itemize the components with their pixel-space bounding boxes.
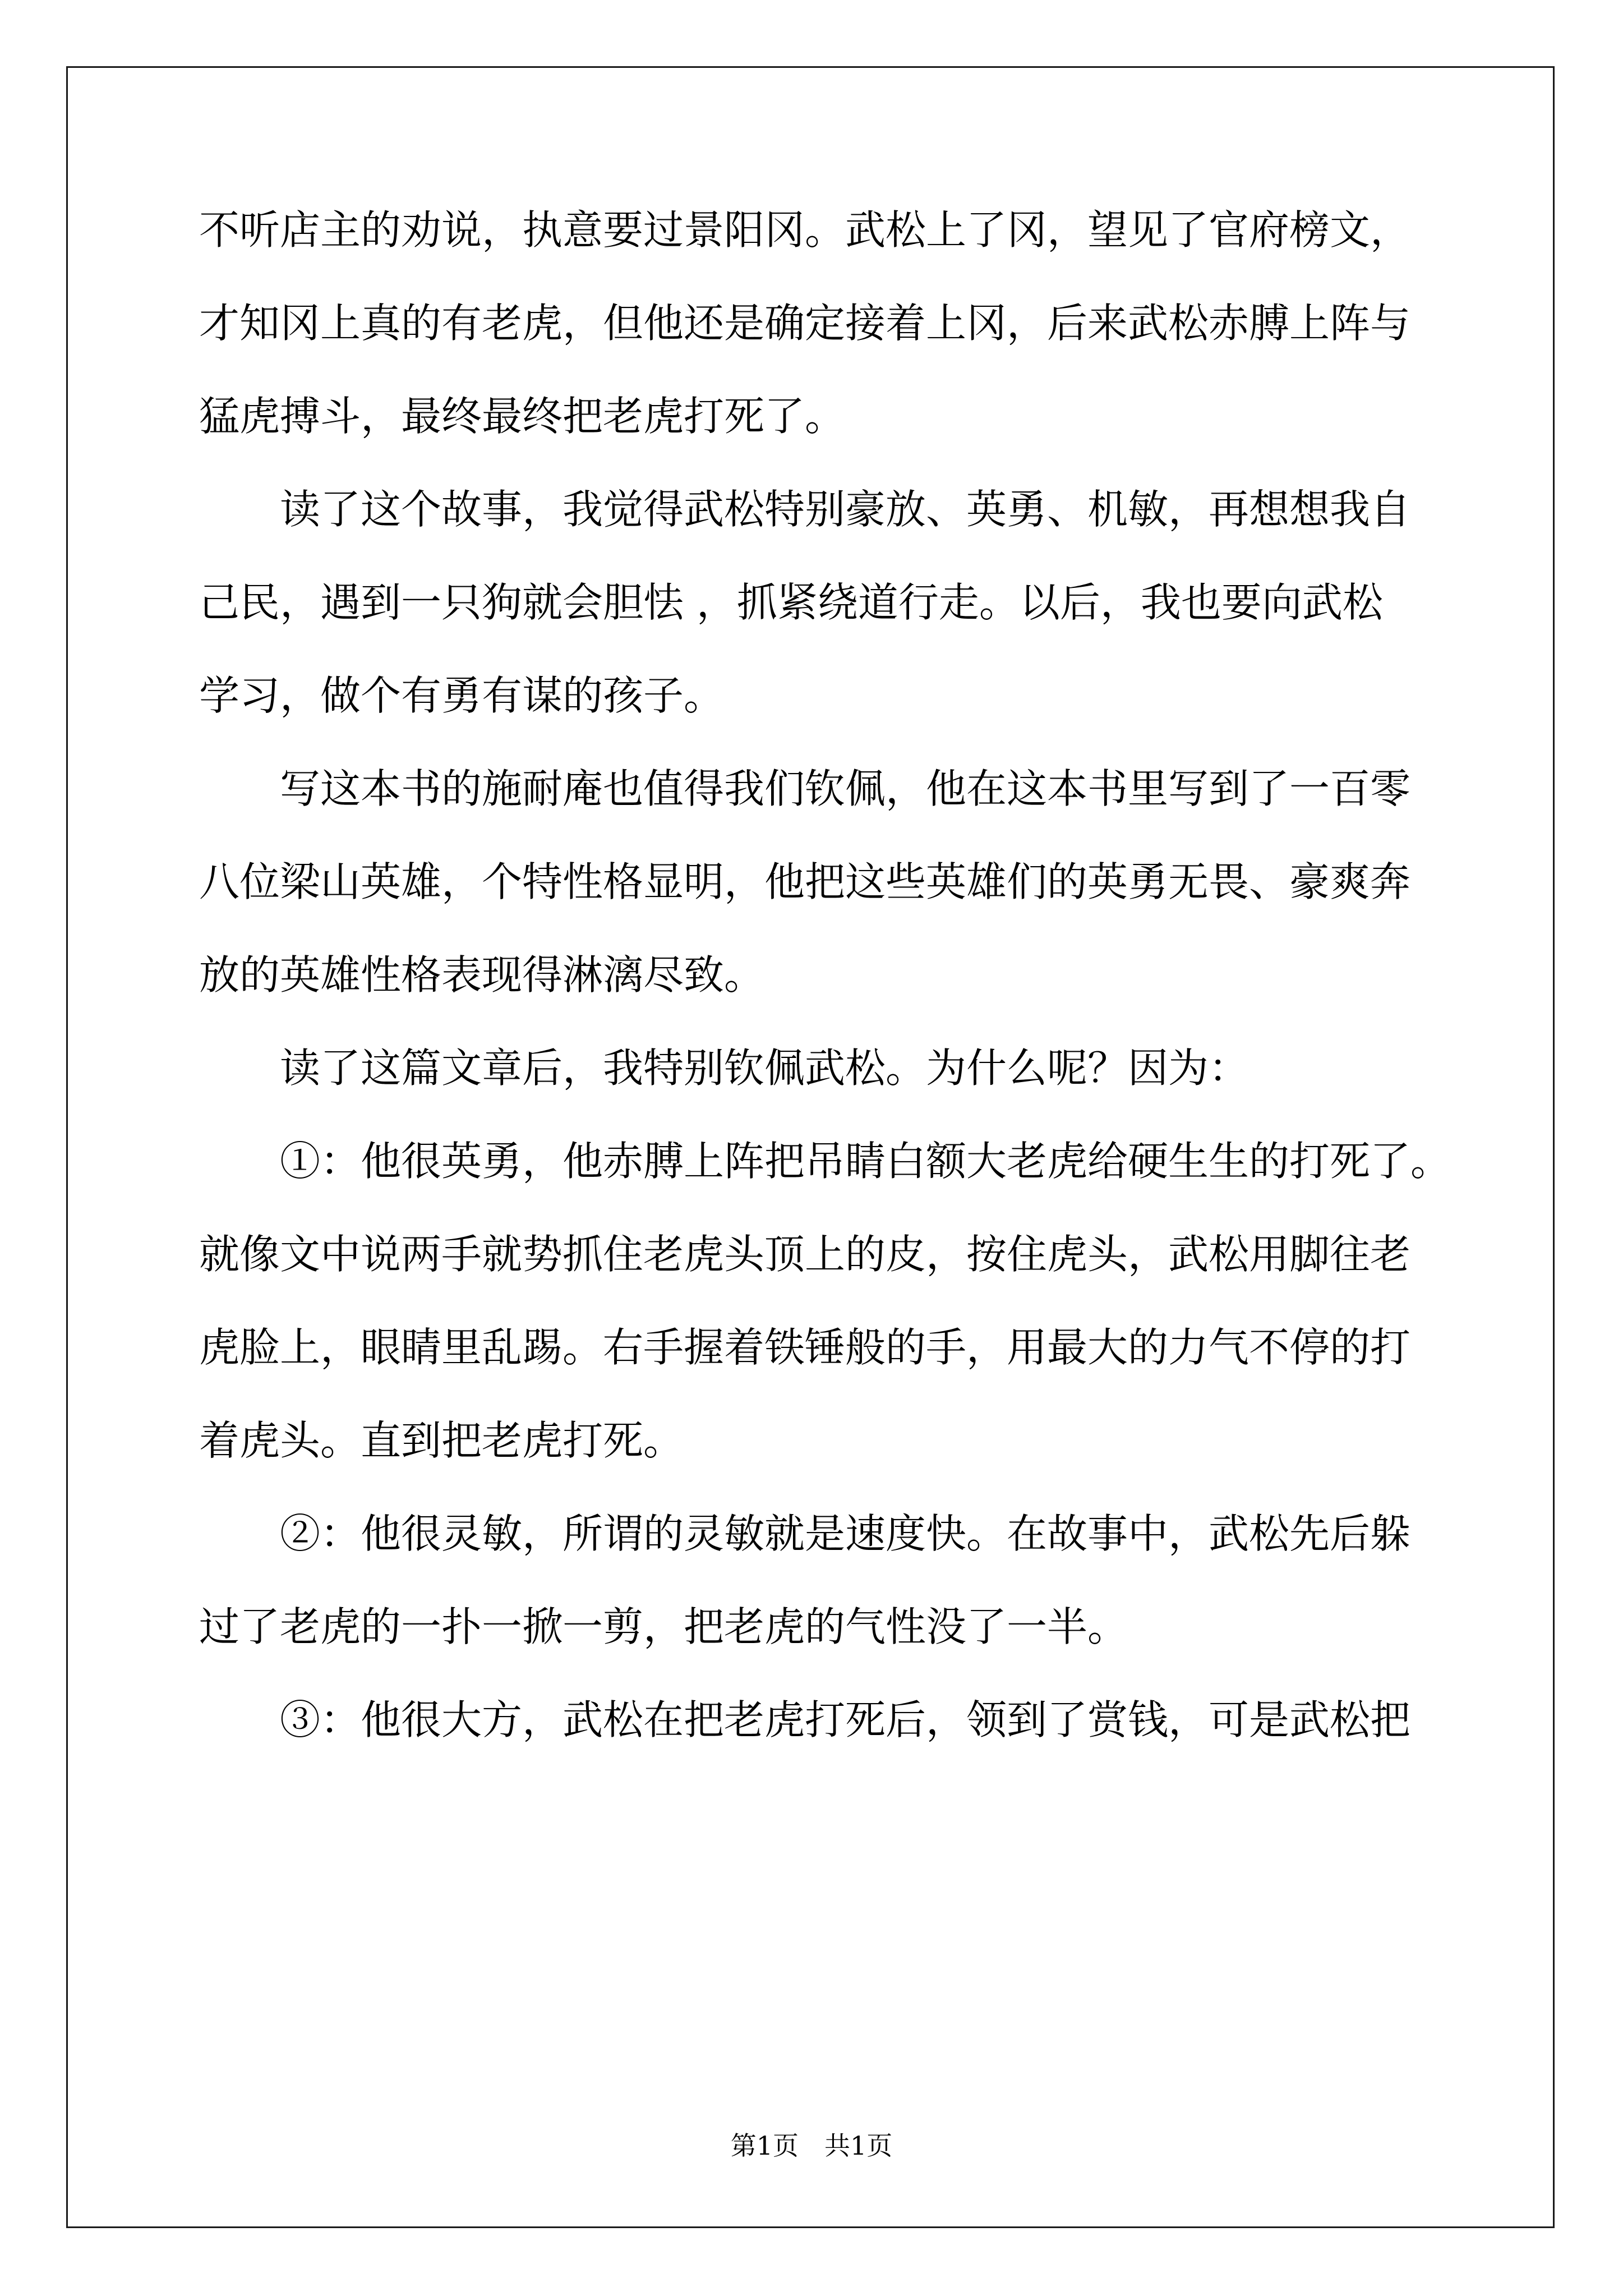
text-line: 才知冈上真的有老虎，但他还是确定接着上冈，后来武松赤膊上阵与 (199, 300, 1411, 347)
paragraph-start-line: 写这本书的施耐庵也值得我们钦佩，他在这本书里写到了一百零 (280, 765, 1411, 812)
text-line: 着虎头。直到把老虎打死。 (199, 1417, 684, 1464)
text-line: 过了老虎的一扑一掀一剪，把老虎的气性没了一半。 (199, 1603, 1128, 1650)
paragraph-start-line: 读了这篇文章后，我特别钦佩武松。为什么呢？因为： (280, 1045, 1249, 1092)
text-line: 八位梁山英雄，个特性格显明，他把这些英雄们的英勇无畏、豪爽奔 (199, 858, 1411, 905)
text-line: 就像文中说两手就势抓住老虎头顶上的皮，按住虎头，武松用脚往老 (199, 1231, 1411, 1278)
paragraph-start-line: ①：他很英勇，他赤膊上阵把吊睛白额大老虎给硬生生的打死了。 (280, 1138, 1451, 1185)
page-number-footer: 第1页 共1页 (730, 2131, 893, 2161)
paragraph-start-line: 读了这个故事，我觉得武松特别豪放、英勇、机敏，再想想我自 (280, 486, 1411, 533)
text-line: 放的英雄性格表现得淋漓尽致。 (199, 951, 765, 999)
paragraph-start-line: ②：他很灵敏，所谓的灵敏就是速度快。在故事中，武松先后躲 (280, 1510, 1411, 1557)
text-line: 猛虎搏斗，最终最终把老虎打死了。 (199, 393, 846, 440)
text-line: 学习，做个有勇有谋的孩子。 (199, 672, 725, 719)
text-line: 己民，遇到一只狗就会胆怯 ，抓紧绕道行走。以后，我也要向武松 (199, 579, 1383, 626)
text-line: 不听店主的劝说，执意要过景阳冈。武松上了冈，望见了官府榜文， (199, 206, 1411, 254)
paragraph-start-line: ③：他很大方，武松在把老虎打死后，领到了赏钱，可是武松把 (280, 1696, 1411, 1743)
text-line: 虎脸上，眼睛里乱踢。右手握着铁锤般的手，用最大的力气不停的打 (199, 1324, 1411, 1371)
